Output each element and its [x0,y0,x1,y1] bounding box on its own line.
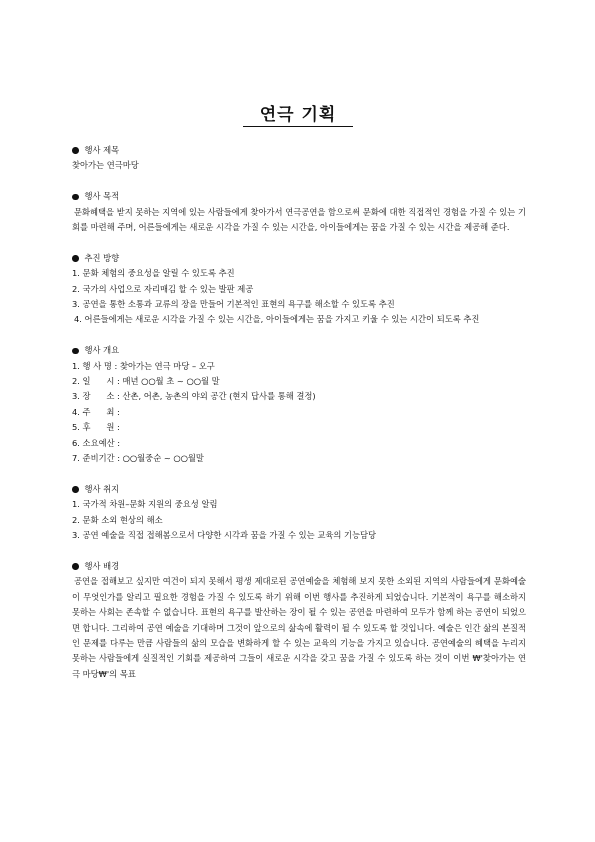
section-intent [72,482,526,544]
list-item: 1. 국가적 차원–문화 지원의 중요성 알림 [72,499,218,510]
list-item: 6. 소요예산 : [72,437,121,448]
section-heading-label: 행사 취지 [84,483,120,494]
title-underline [243,126,353,127]
event-name-text: 찾아가는 연극마당 [72,160,139,171]
list-item: 3. 장 소 : 산촌, 어촌, 농촌의 야외 공간 (현지 답사를 통해 결정) [72,391,316,402]
document-title: 연극 기획 [259,105,337,125]
bullet-icon [72,255,79,262]
document-body [72,143,526,698]
list-item: 5. 후 원 : [72,422,120,433]
bullet-icon [72,147,79,154]
section-heading [72,343,526,358]
bullet-icon [72,563,79,570]
section-heading-label: 행사 제목 [84,145,120,155]
list-item: 2. 국가의 사업으로 자리매김 할 수 있는 발판 제공 [72,283,254,294]
bullet-icon [72,348,79,355]
list-item: 4. 어른들에게는 새로운 시각을 가질 수 있는 시간을, 아이들에게는 꿈을 가지고 키울 수 있는 시간이 되도록 추진 [74,314,480,325]
section-heading [72,559,526,574]
list-item: 2. 문화 소외 현상의 해소 [72,514,163,525]
section-heading-label: 추진 방향 [84,252,120,263]
section-purpose [72,189,526,235]
section-direction [72,251,526,328]
bullet-icon [72,194,79,201]
section-heading-label: 행사 개요 [84,345,120,356]
section-heading-label: 행사 배경 [84,560,120,571]
section-heading [72,251,526,266]
section-heading [72,189,526,204]
section-heading-label: 행사 목적 [84,191,120,202]
list-item: 1. 문화 체험의 중요성을 알릴 수 있도록 추진 [72,268,235,279]
section-event-name [72,143,526,174]
section-overview [72,343,526,466]
purpose-paragraph: 문화혜택을 받지 못하는 지역에 있는 사람들에게 찾아가서 연극공연을 함으로써 문화에 대한 직접적인 경험을 가질 수 있는 기회를 마련해 주며, 어른들에게는 새로운 시각을 가질 수 있는 시간을, 아이들에게는 꿈을 가질 수 있는 시간을 제공해 준다. [72,206,526,233]
bullet-icon [72,486,79,493]
list-item: 4. 주 최 : [72,406,120,417]
background-paragraph: 공연을 접해보고 싶지만 여건이 되지 못해서 평생 제대로된 공연예술을 체험해 보지 못한 소외된 지역의 사람들에게 문화예술이 무엇인가를 알리고 필요한 경험을 가질 수 있도록 하기 위해 이번 행사를 추진하게 되었습니다. 기본적이 욕구를 해소하지 못하는 사회는 존속할 수 없습니다. 표현의 욕구를 발산하는 장이 될 수 있는 공연을 마련하여 모두가 함께 하는 공연이 되었으면 합니다. 그리하여 공연 예술을 기대하며 그것이 앞으로의 삶속에 활력이 될 수 있도록 할 것입니다. 예술은 인간 삶의 본질적인 문제를 다루는 만큼 사람들의 삶의 모습을 변화하게 할 수 있는 교육의 기능을 가지고 있습니다. 공연예술의 혜택을 누리지 못하는 사람들에게 실질적인 기회를 제공하여 그들이 새로운 시각을 갖고 꿈을 가질 수 있도록 하는 것이 이번 ₩'찾아가는 연극 마당₩'의 목표 [72,576,526,679]
list-item: 3. 공연 예술을 직접 접해봄으로서 다양한 시각과 꿈을 가질 수 있는 교육의 기능담당 [72,530,377,541]
list-item: 1. 행 사 명 : 찾아가는 연극 마당 – 오구 [72,360,215,371]
section-heading [72,143,526,158]
list-item: 7. 준비기간 : ○○월중순 ~ ○○월말 [72,453,204,464]
list-item: 3. 공연을 통한 소통과 교류의 장을 만들어 기본적인 표현의 욕구를 해소할 수 있도록 추진 [72,299,395,310]
section-heading [72,482,526,497]
section-background [72,559,526,682]
list-item: 2. 일 시 : 매년 ○○월 초 ~ ○○월 말 [72,376,220,387]
